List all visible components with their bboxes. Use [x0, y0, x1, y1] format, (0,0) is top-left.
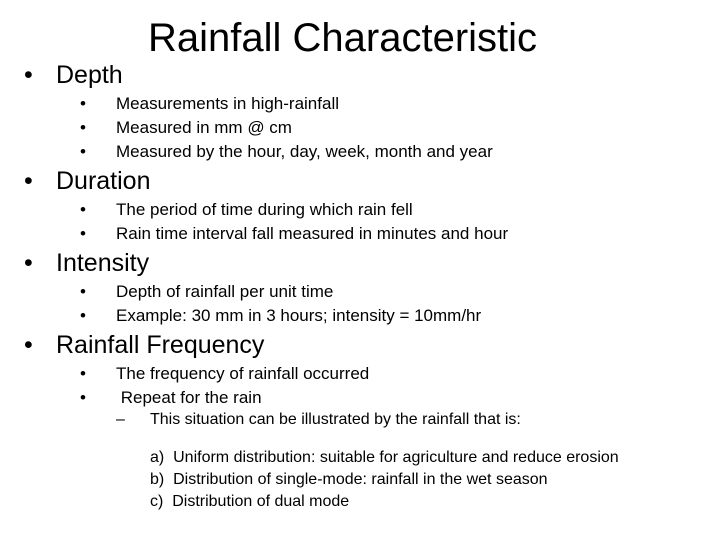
depth-item-1: Measurements in high-rainfall: [116, 94, 339, 113]
frequency-item-1: The frequency of rainfall occurred: [116, 364, 370, 383]
frequency-sub-item: This situation can be illustrated by the rainfall that is:: [150, 411, 521, 428]
depth-item-2: Measured in mm @ cm: [116, 118, 292, 137]
list-item-a: a) Uniform distribution: suitable for agriculture and reduce erosion: [150, 449, 619, 466]
depth-item-3: Measured by the hour, day, week, month and year: [116, 142, 493, 161]
list-item-c: c) Distribution of dual mode: [150, 493, 350, 510]
sub-bullet: •: [80, 142, 86, 161]
heading-intensity: Intensity: [56, 249, 150, 277]
heading-depth: Depth: [56, 61, 123, 89]
sub-bullet: •: [80, 306, 86, 325]
frequency-item-2: Repeat for the rain: [116, 388, 262, 407]
sub-bullet: •: [80, 200, 86, 219]
bullet-intensity: •: [24, 249, 33, 277]
sub-bullet: •: [80, 282, 86, 301]
sub-bullet: •: [80, 118, 86, 137]
bullet-frequency: •: [24, 331, 33, 359]
sub-bullet: •: [80, 94, 86, 113]
heading-duration: Duration: [56, 167, 151, 195]
intensity-item-2: Example: 30 mm in 3 hours; intensity = 10mm/hr: [116, 306, 482, 325]
list-item-b: b) Distribution of single-mode: rainfall in the wet season: [150, 471, 548, 488]
bullet-duration: •: [24, 167, 33, 195]
slide-title: Rainfall Characteristic: [148, 16, 538, 60]
duration-item-1: The period of time during which rain fell: [116, 200, 413, 219]
duration-item-2: Rain time interval fall measured in minutes and hour: [116, 224, 509, 243]
intensity-item-1: Depth of rainfall per unit time: [116, 282, 334, 301]
dash-bullet: –: [116, 411, 125, 428]
sub-bullet: •: [80, 364, 86, 383]
heading-frequency: Rainfall Frequency: [56, 331, 265, 359]
sub-bullet: •: [80, 224, 86, 243]
sub-bullet: •: [80, 388, 86, 407]
bullet-depth: •: [24, 61, 33, 89]
